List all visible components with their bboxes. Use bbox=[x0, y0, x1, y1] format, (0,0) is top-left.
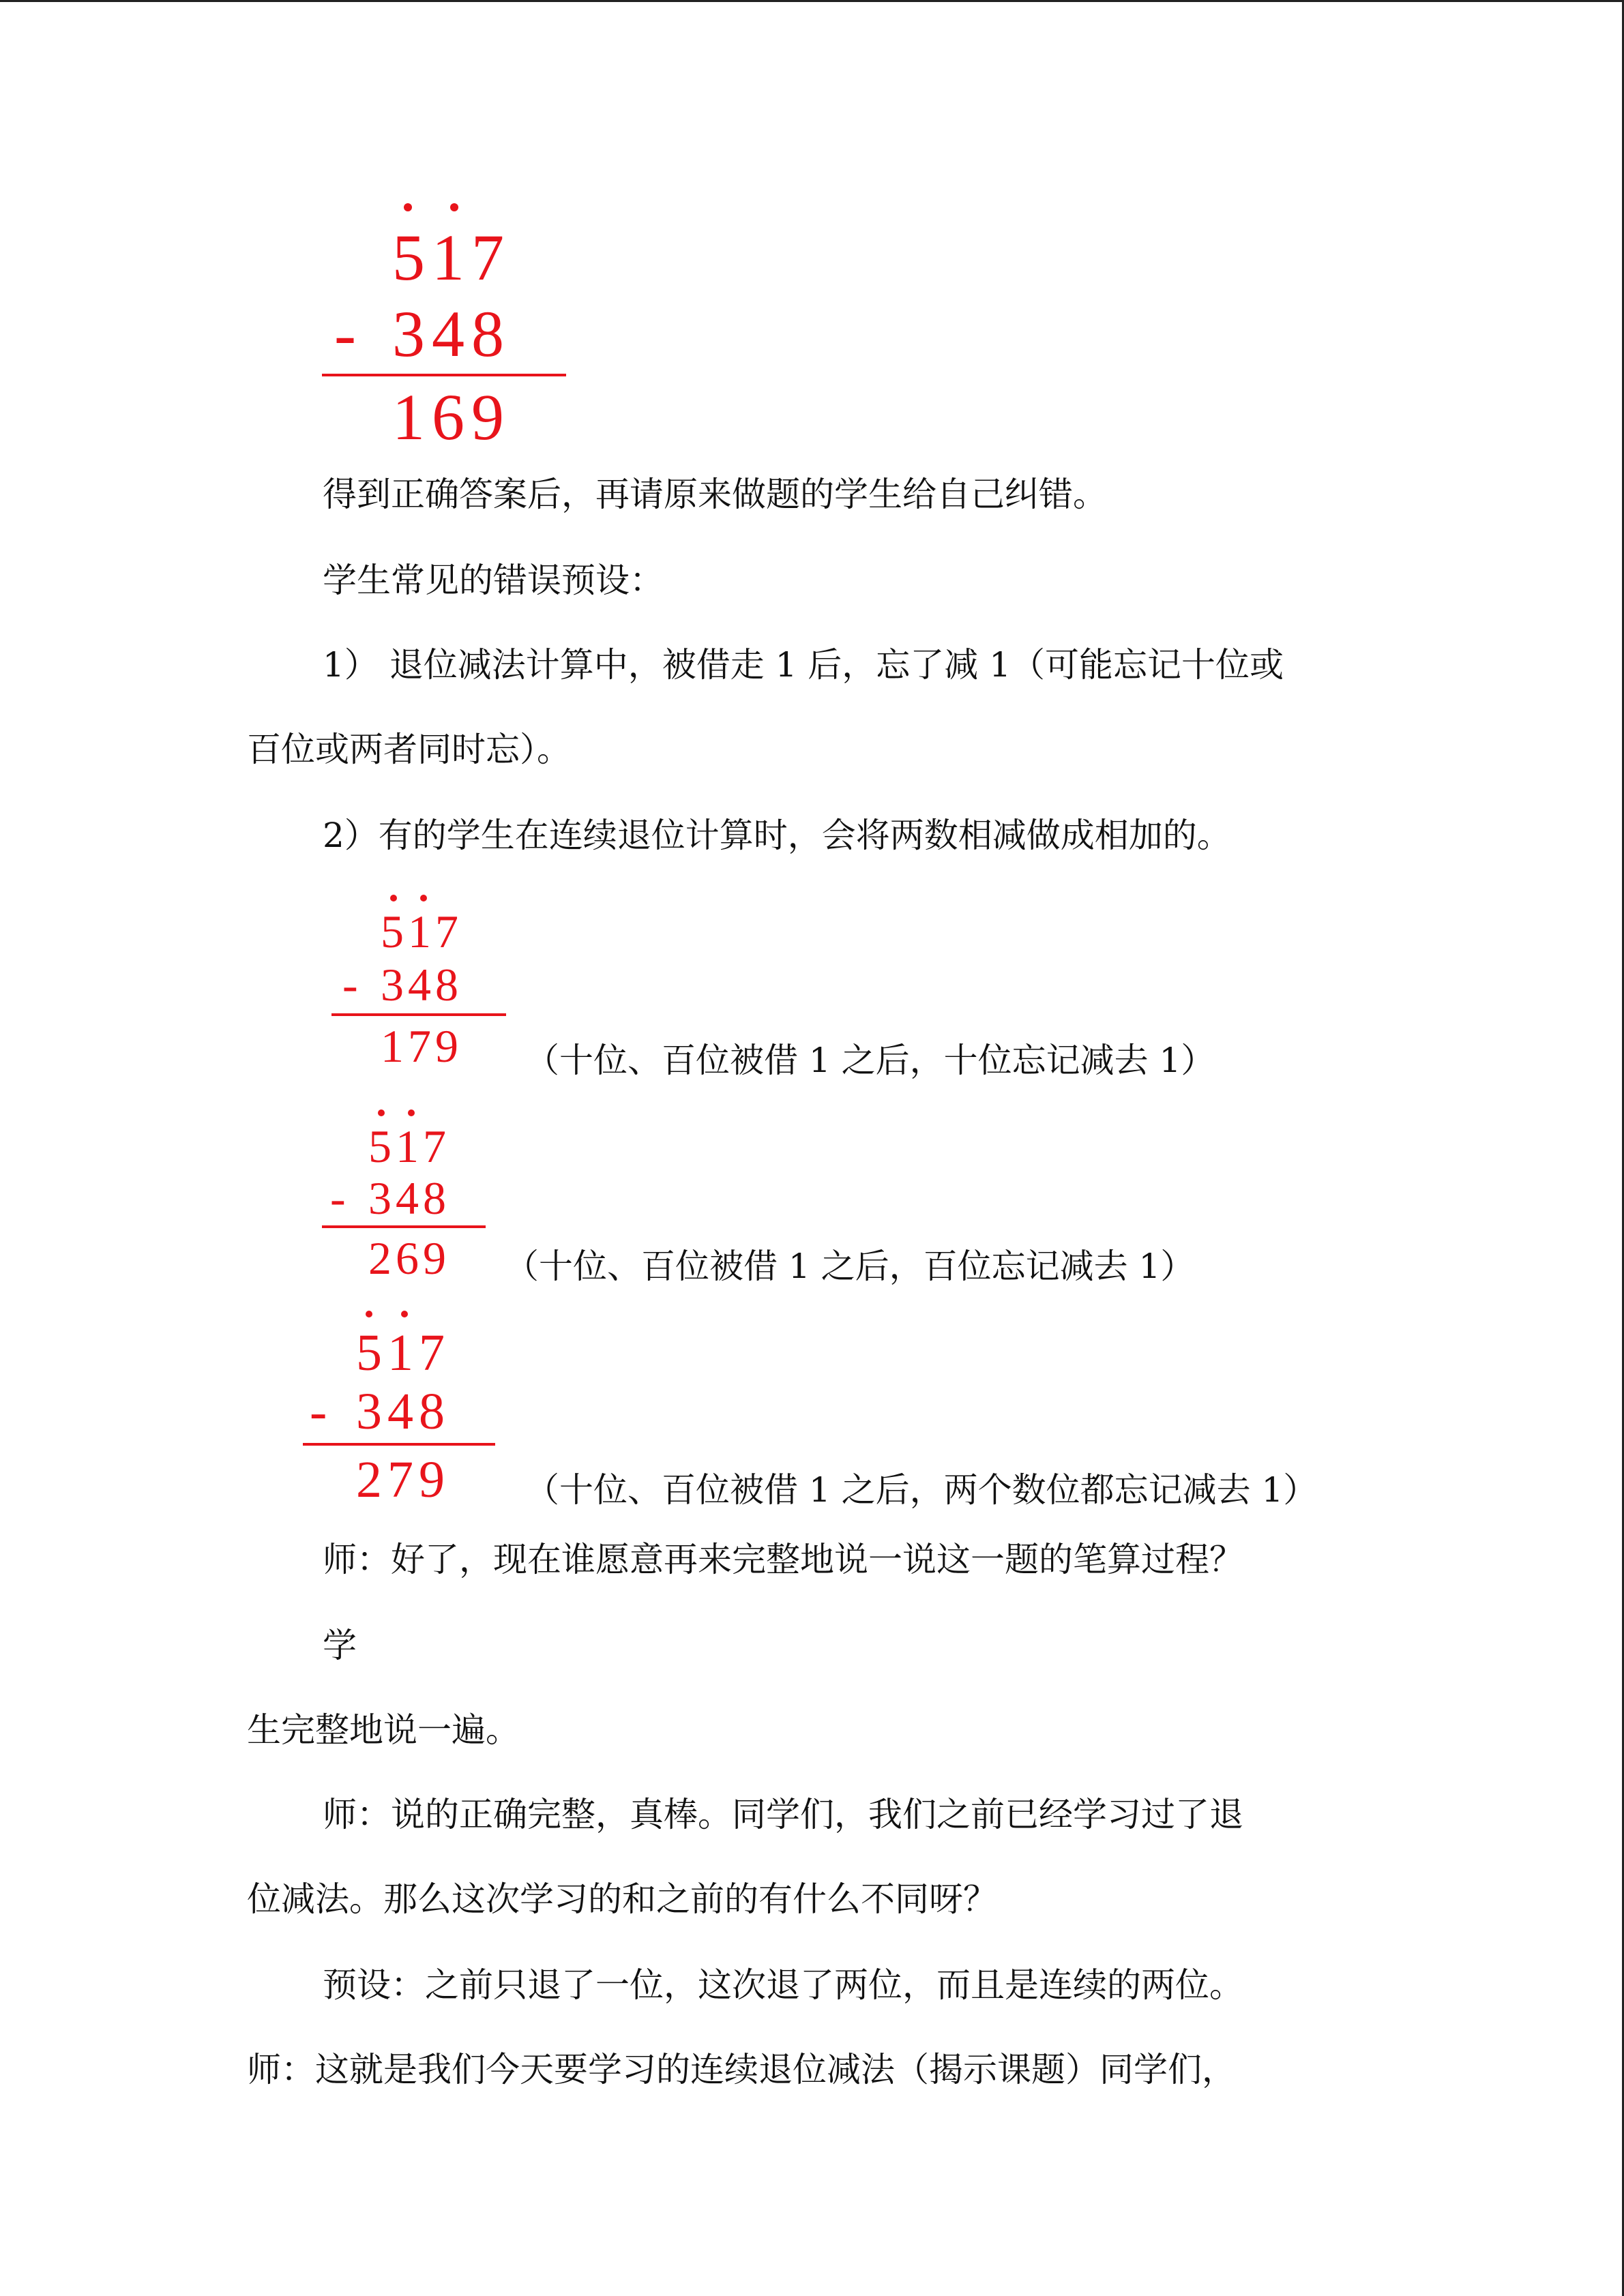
error-note-1: （十位、百位被借 1 之后，十位忘记减去 1） bbox=[525, 1041, 1215, 1080]
result-line bbox=[303, 1443, 495, 1446]
paragraph-error-1b: 百位或两者同时忘）。 bbox=[247, 730, 571, 769]
subtrahend: 348 bbox=[356, 1383, 450, 1440]
teacher-line-1: 师：好了，现在谁愿意再来完整地说一说这一题的笔算过程？ bbox=[323, 1540, 1243, 1579]
vertical-subtraction-error-2 bbox=[315, 1101, 533, 1292]
vertical-subtraction-error-1 bbox=[327, 886, 546, 1077]
borrow-dot-hundreds bbox=[390, 895, 397, 901]
subtrahend: 348 bbox=[368, 1172, 450, 1224]
minuend: 517 bbox=[381, 906, 462, 957]
paragraph-correction: 得到正确答案后，再请原来做题的学生给自己纠错。 bbox=[323, 475, 1107, 514]
borrow-dot-tens bbox=[408, 1109, 415, 1116]
teacher-line-3: 师：这就是我们今天要学习的连续退位减法（揭示课题）同学们， bbox=[247, 2050, 1236, 2089]
minuend: 517 bbox=[368, 1120, 450, 1172]
error-note-2: （十位、百位被借 1 之后，百位忘记减去 1） bbox=[505, 1247, 1195, 1286]
minus-sign: - bbox=[334, 297, 356, 370]
student-line-a: 学 bbox=[323, 1626, 357, 1665]
paragraph-error-1a: 1） 退位减法计算中，被借走 1 后，忘了减 1（可能忘记十位或 bbox=[323, 645, 1284, 685]
difference: 279 bbox=[356, 1451, 450, 1508]
subtrahend: 348 bbox=[381, 959, 462, 1011]
paragraph-error-2: 2）有的学生在连续退位计算时，会将两数相减做成相加的。 bbox=[323, 816, 1231, 855]
top-border bbox=[0, 0, 1624, 2]
result-line bbox=[322, 1225, 486, 1228]
vertical-subtraction-correct bbox=[314, 198, 587, 457]
result-line bbox=[322, 374, 566, 376]
difference: 179 bbox=[381, 1020, 462, 1072]
borrow-dot-tens bbox=[450, 203, 458, 211]
result-line bbox=[331, 1013, 506, 1016]
error-note-3: （十位、百位被借 1 之后，两个数位都忘记减去 1） bbox=[525, 1470, 1318, 1510]
subtrahend: 348 bbox=[392, 297, 511, 370]
difference: 169 bbox=[392, 381, 511, 453]
difference: 269 bbox=[368, 1232, 450, 1284]
borrow-dot-hundreds bbox=[378, 1109, 385, 1116]
teacher-line-2a: 师：说的正确完整，真棒。同学们，我们之前已经学习过了退 bbox=[323, 1795, 1243, 1834]
borrow-dot-hundreds bbox=[404, 203, 412, 211]
minuend: 517 bbox=[356, 1324, 450, 1382]
borrow-dot-tens bbox=[401, 1311, 408, 1317]
minus-sign: - bbox=[330, 1172, 346, 1224]
vertical-subtraction-error-3 bbox=[300, 1302, 532, 1507]
student-line-b: 生完整地说一遍。 bbox=[247, 1710, 520, 1750]
minus-sign: - bbox=[342, 959, 358, 1011]
teacher-line-2b: 位减法。那么这次学习的和之前的有什么不同呀？ bbox=[247, 1879, 997, 1919]
borrow-dot-hundreds bbox=[366, 1311, 372, 1317]
minus-sign: - bbox=[310, 1383, 327, 1440]
paragraph-error-heading: 学生常见的错误预设： bbox=[323, 561, 664, 600]
borrow-dot-tens bbox=[420, 895, 427, 901]
minuend: 517 bbox=[392, 221, 511, 294]
preset-answer: 预设：之前只退了一位，这次退了两位，而且是连续的两位。 bbox=[323, 1965, 1243, 2005]
